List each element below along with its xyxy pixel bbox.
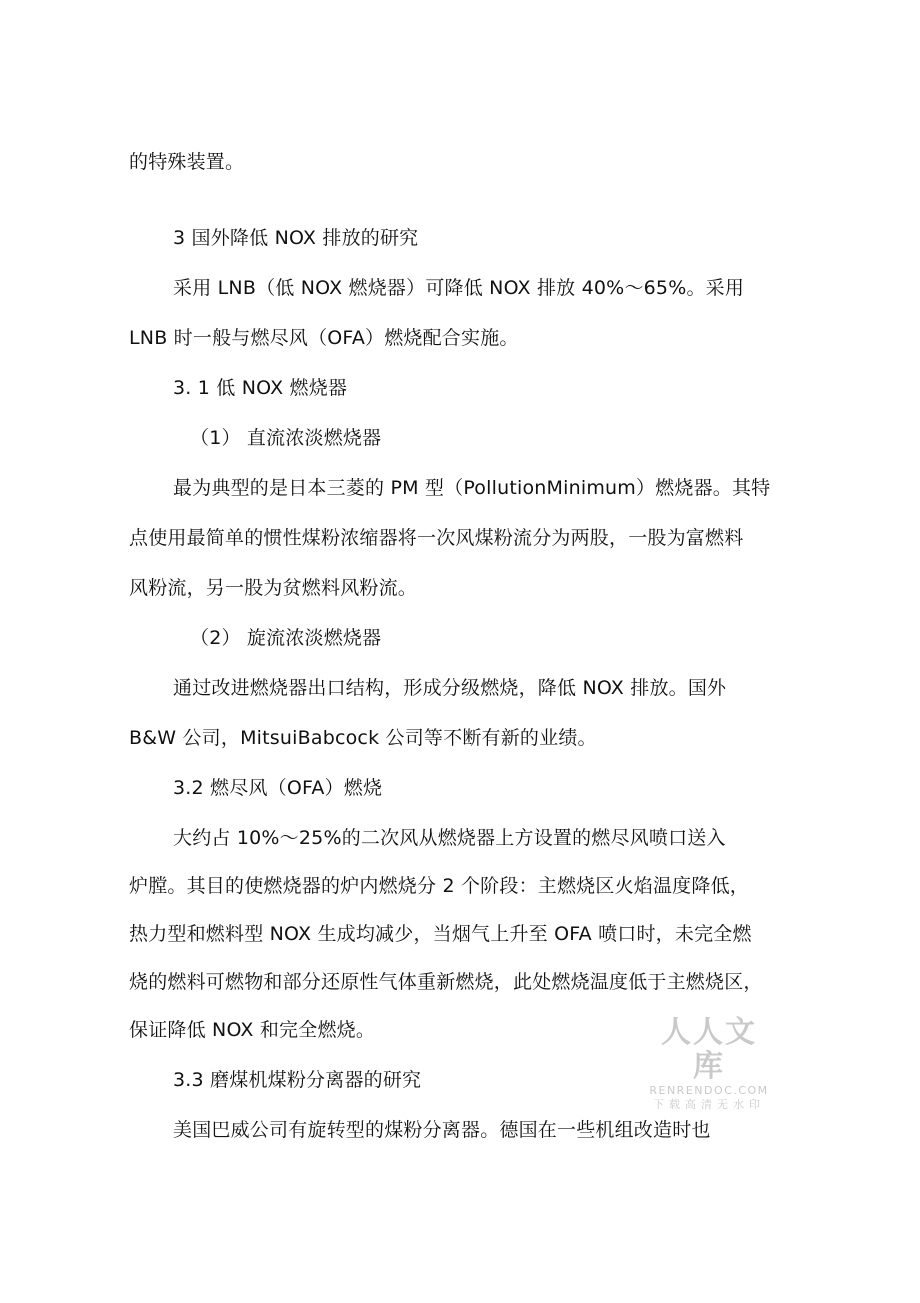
paragraph-line: LNB 时一般与燃尽风（OFA）燃烧配合实施。 bbox=[129, 327, 519, 349]
paragraph-line: 采用 LNB（低 NOX 燃烧器）可降低 NOX 排放 40%〜65%。采用 bbox=[173, 277, 745, 299]
paragraph-line: 美国巴威公司有旋转型的煤粉分离器。德国在一些机组改造时也 bbox=[173, 1119, 711, 1141]
watermark-title: 人人文库 bbox=[661, 1015, 757, 1084]
watermark-url: RENRENDOC.COM bbox=[649, 1084, 769, 1097]
paragraph-line: 保证降低 NOX 和完全燃烧。 bbox=[129, 1019, 376, 1041]
paragraph-line: B&W 公司，MitsuiBabcock 公司等不断有新的业绩。 bbox=[129, 727, 597, 749]
section-heading: 3. 1 低 NOX 燃烧器 bbox=[173, 377, 348, 399]
paragraph-line: 的特殊装置。 bbox=[129, 151, 245, 173]
section-heading: 3.2 燃尽风（OFA）燃烧 bbox=[173, 777, 383, 799]
subsection-heading: （2） 旋流浓淡燃烧器 bbox=[190, 627, 382, 649]
paragraph-line: 烧的燃料可燃物和部分还原性气体重新燃烧，此处燃烧温度低于主燃烧区， bbox=[129, 971, 763, 993]
paragraph-line: 风粉流，另一股为贫燃料风粉流。 bbox=[129, 577, 418, 599]
paragraph-line: 点使用最简单的惯性煤粉浓缩器将一次风煤粉流分为两股，一股为富燃料 bbox=[129, 527, 744, 549]
section-heading: 3.3 磨煤机煤粉分离器的研究 bbox=[173, 1069, 422, 1091]
paragraph-line: 通过改进燃烧器出口结构，形成分级燃烧，降低 NOX 排放。国外 bbox=[173, 677, 727, 699]
section-heading: 3 国外降低 NOX 排放的研究 bbox=[173, 227, 419, 249]
paragraph-line: 热力型和燃料型 NOX 生成均减少，当烟气上升至 OFA 喷口时，未完全燃 bbox=[129, 923, 752, 945]
paragraph-line: 炉膛。其目的使燃烧器的炉内燃烧分 2 个阶段：主燃烧区火焰温度降低， bbox=[129, 875, 749, 897]
paragraph-line: 最为典型的是日本三菱的 PM 型（PollutionMinimum）燃烧器。其特 bbox=[173, 477, 771, 499]
watermark-logo bbox=[646, 1016, 772, 1112]
subsection-heading: （1） 直流浓淡燃烧器 bbox=[190, 427, 382, 449]
paragraph-line: 大约占 10%〜25%的二次风从燃烧器上方设置的燃尽风喷口送入 bbox=[173, 827, 726, 849]
watermark-subtitle: 下载高清无水印 bbox=[653, 1098, 765, 1111]
